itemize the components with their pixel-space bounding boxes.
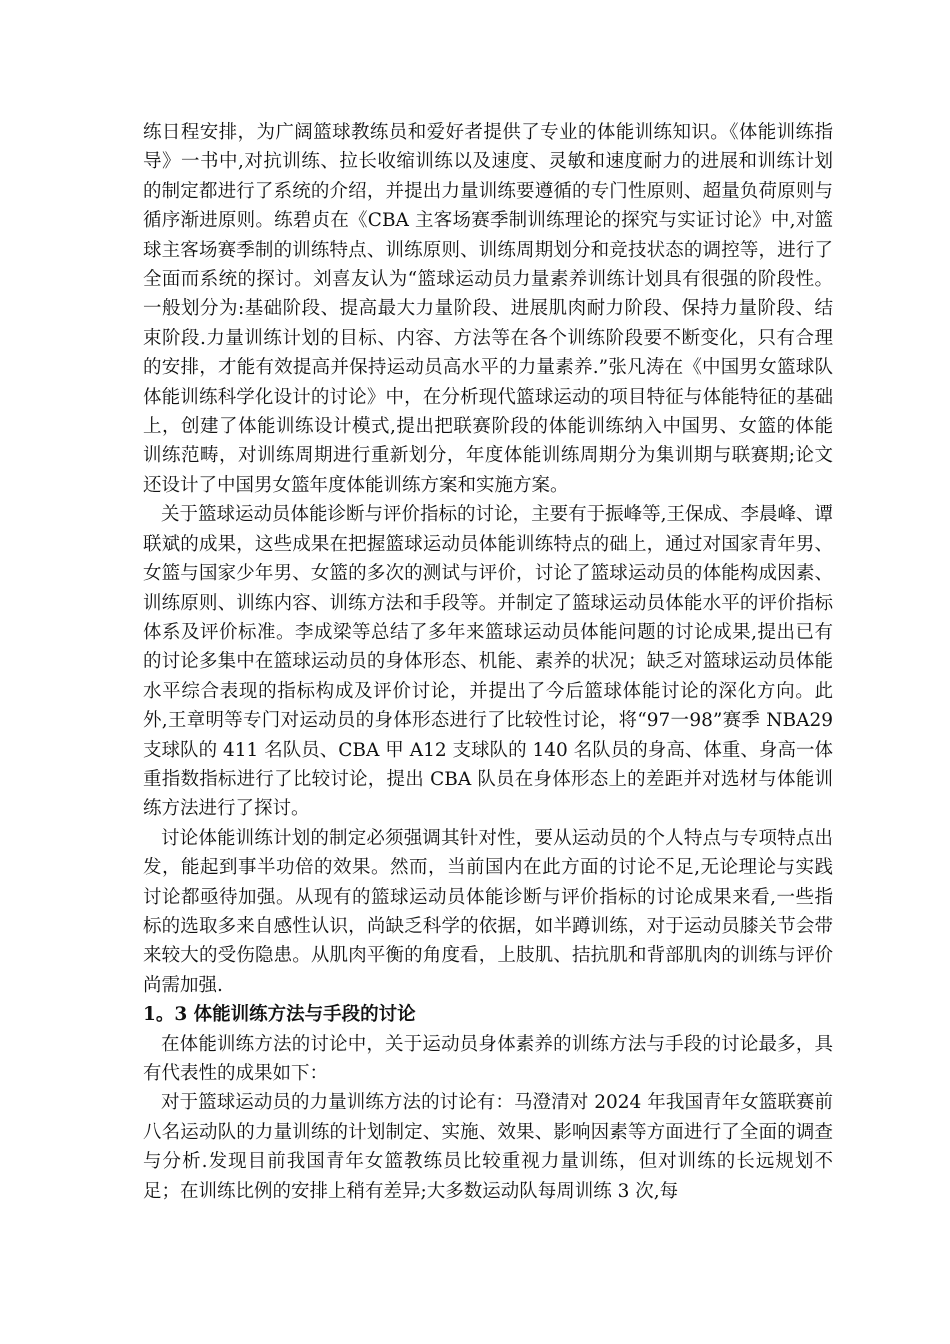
paragraph-5: 对于篮球运动员的力量训练方法的讨论有：马澄清对 2024 年我国青年女篮联赛前八名运动队的力量训练的计划制定、实施、效果、影响因素等方面进行了全面的调查与分析.发现目前我国青年女篮教练员比较重视力量训练，但对训练的长远规划不足；在训练比例的安排上稍有差异;大多数运动队每周训练 3 次,每: [143, 1092, 833, 1202]
paragraph-1: 练日程安排，为广阔篮球教练员和爱好者提供了专业的体能训练知识。《体能训练指导》一书中,对抗训练、拉长收缩训练以及速度、灵敏和速度耐力的进展和训练计划的制定都进行了系统的介绍，并提出力量训练要遵循的专门性原则、超量负荷原则与循序渐进原则。练碧贞在《CBA 主客场赛季制训练理论的探究与实证讨论》中,对篮球主客场赛季制的训练特点、训练原则、训练周期划分和竞技状态的调控等，进行了全面而系统的探讨。刘喜友认为“篮球运动员力量素养训练计划具有很强的阶段性。一般划分为:基础阶段、提高最大力量阶段、进展肌肉耐力阶段、保持力量阶段、结束阶段.力量训练计划的目标、内容、方法等在各个训练阶段要不断变化，只有合理的安排，才能有效提高并保持运动员高水平的力量素养.”张凡涛在《中国男女篮球队体能训练科学化设计的讨论》中，在分析现代篮球运动的项目特征与体能特征的基础上，创建了体能训练设计模式,提出把联赛阶段的体能训练纳入中国男、女篮的体能训练范畴，对训练周期进行重新划分，年度体能训练周期分为集训期与联赛期;论文还设计了中国男女篮年度体能训练方案和实施方案。: [143, 122, 833, 496]
section-heading: 1。3 体能训练方法与手段的讨论: [143, 1004, 416, 1026]
document-body: [143, 118, 833, 1206]
paragraph-2: 关于篮球运动员体能诊断与评价指标的讨论，主要有于振峰等,王保成、李晨峰、谭联斌的成果，这些成果在把握篮球运动员体能训练特点的础上，通过对国家青年男、女篮与国家少年男、女篮的多次的测试与评价，讨论了篮球运动员的体能构成因素、训练原则、训练内容、训练方法和手段等。并制定了篮球运动员体能水平的评价指标体系及评价标准。李成梁等总结了多年来篮球运动员体能问题的讨论成果,提出已有的讨论多集中在篮球运动员的身体形态、机能、素养的状况；缺乏对篮球运动员体能水平综合表现的指标构成及评价讨论，并提出了今后篮球体能讨论的深化方向。此外,王章明等专门对运动员的身体形态进行了比较性讨论，将“97一98”赛季 NBA29 支球队的 411 名队员、CBA 甲 A12 支球队的 140 名队员的身高、体重、身高一体重指数指标进行了比较讨论，提出 CBA 队员在身体形态上的差距并对选材与体能训练方法进行了探讨。: [143, 504, 833, 820]
paragraph-4: 在体能训练方法的讨论中，关于运动员身体素养的训练方法与手段的讨论最多，具有代表性的成果如下：: [143, 1033, 833, 1084]
paragraph-3: 讨论体能训练计划的制定必须强调其针对性，要从运动员的个人特点与专项特点出发，能起到事半功倍的效果。然而，当前国内在此方面的讨论不足,无论理论与实践讨论都亟待加强。从现有的篮球运动员体能诊断与评价指标的讨论成果来看,一些指标的选取多来自感性认识，尚缺乏科学的依据，如半蹲训练，对于运动员膝关节会带来较大的受伤隐患。从肌肉平衡的角度看，上肢肌、拮抗肌和背部肌肉的训练与评价尚需加强.: [143, 827, 833, 996]
